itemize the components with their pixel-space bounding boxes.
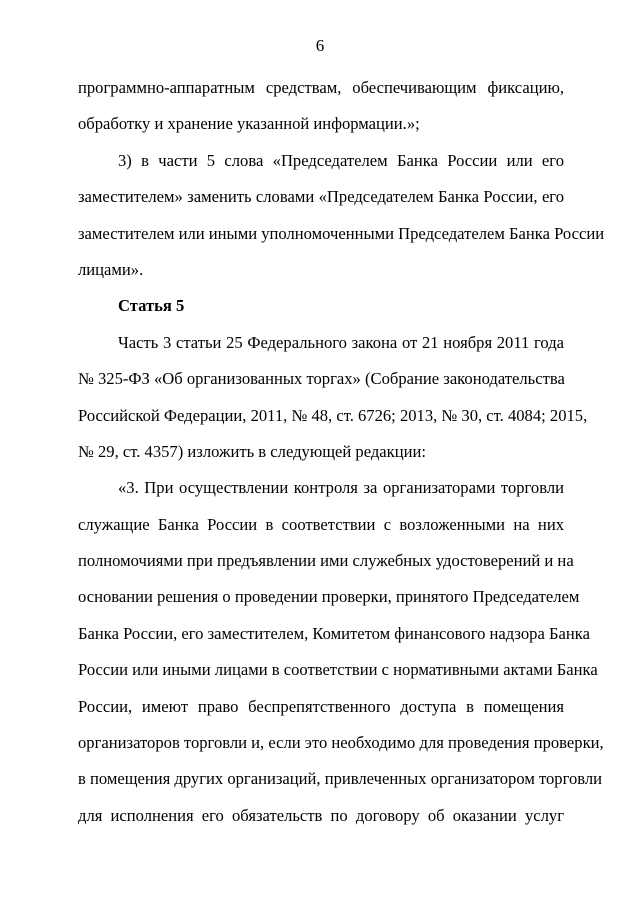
text-line: обработку и хранение указанной информации.»; bbox=[78, 114, 420, 134]
text-line: заместителем» заменить словами «Председателем Банка России, его bbox=[78, 187, 564, 207]
text-line: заместителем или иными уполномоченными Председателем Банка России bbox=[78, 223, 605, 243]
text-line: 3) в части 5 слова «Председателем Банка России или его bbox=[118, 150, 564, 170]
text-line: России, имеют право беспрепятственного доступа в помещения bbox=[78, 696, 564, 716]
text-line: лицами». bbox=[78, 259, 144, 279]
text-line: Российской Федерации, 2011, № 48, ст. 6726; 2013, № 30, ст. 4084; 2015, bbox=[78, 405, 588, 425]
text-line: № 29, ст. 4357) изложить в следующей редакции: bbox=[78, 441, 426, 461]
text-line: в помещения других организаций, привлеченных организатором торговли bbox=[78, 769, 603, 789]
text-line: «3. При осуществлении контроля за организаторами торговли bbox=[118, 478, 564, 498]
page-number: 6 bbox=[315, 36, 325, 55]
text-line: полномочиями при предъявлении ими служебных удостоверений и на bbox=[78, 551, 574, 571]
text-line: Банка России, его заместителем, Комитетом финансового надзора Банка bbox=[78, 623, 590, 643]
text-line: № 325-ФЗ «Об организованных торгах» (Собрание законодательства bbox=[78, 369, 565, 389]
text-line: для исполнения его обязательств по договору об оказании услуг bbox=[78, 805, 564, 825]
text-line: основании решения о проведении проверки, принятого Председателем bbox=[78, 587, 580, 607]
article-heading: Статья 5 bbox=[118, 296, 185, 316]
text-line: Часть 3 статьи 25 Федерального закона от 21 ноября 2011 года bbox=[118, 332, 564, 352]
text-line: России или иными лицами в соответствии с нормативными актами Банка bbox=[78, 660, 598, 680]
text-line: программно-аппаратным средствам, обеспечивающим фиксацию, bbox=[78, 78, 564, 97]
text-line: организаторов торговли и, если это необходимо для проведения проверки, bbox=[78, 733, 604, 753]
text-line: служащие Банка России в соответствии с возложенными на них bbox=[78, 514, 564, 534]
document-text bbox=[78, 70, 605, 834]
